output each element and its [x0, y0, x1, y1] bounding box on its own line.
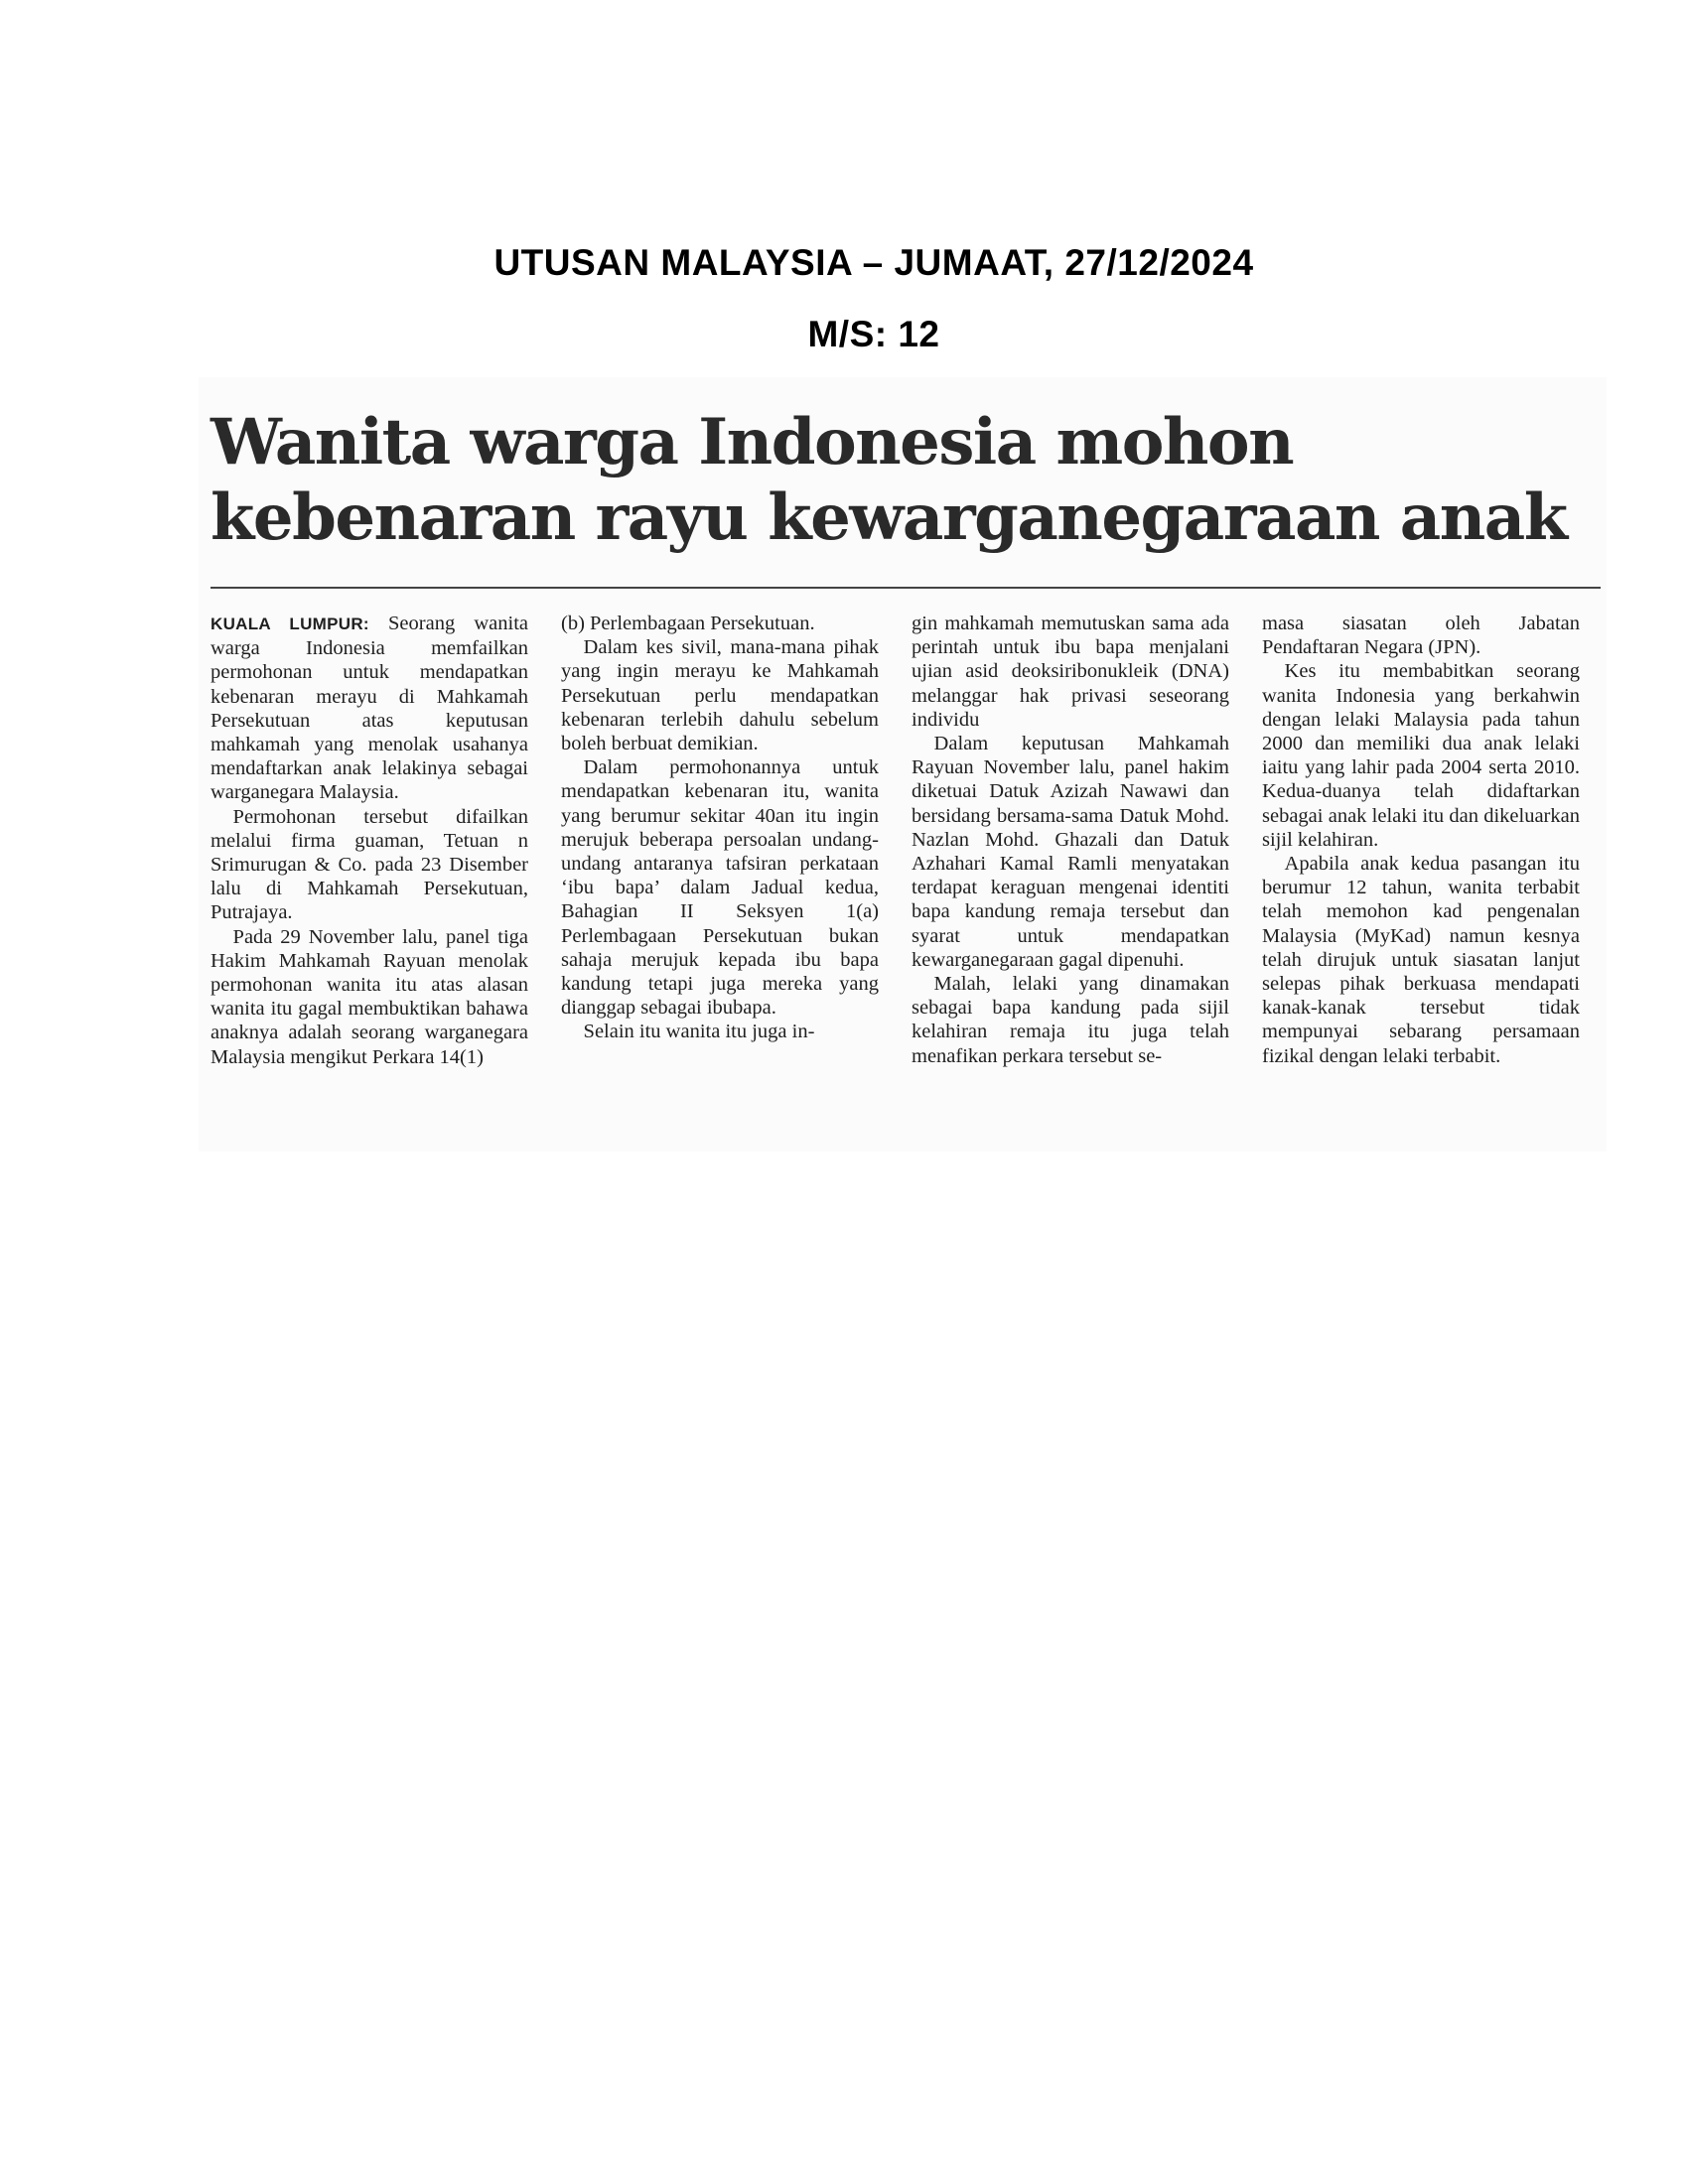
article-paragraph: Selain itu wanita itu juga in- — [583, 1021, 815, 1043]
headline-line-2: kebenaran rayu kewarganegaraan anak — [211, 480, 1567, 555]
article-paragraph: Permohonan tersebut difailkan melalui firma guaman, Tetuan n Srimurugan & Co. pada 23 Disember lalu di Mahkamah Persekutuan, Putrajaya. — [211, 805, 528, 924]
dateline: KUALA LUMPUR: — [211, 614, 369, 633]
article-column-1 — [211, 612, 528, 1069]
article-paragraph: Apabila anak kedua pasangan itu berumur 12 tahun, wanita terbabit telah memohon kad pengenalan Malaysia (MyKad) namun kesnya telah dirujuk untuk siasatan lanjut selepas pihak berkuasa mendapati kanak-kanak tersebut tidak mempunyai sebarang persamaan fizikal dengan lelaki terbabit. — [1262, 853, 1580, 1067]
article-paragraph: Malah, lelaki yang dinamakan sebagai bapa kandung pada sijil kelahiran remaja itu juga telah menafikan perkara tersebut se- — [912, 973, 1229, 1067]
article-column-3 — [912, 612, 1229, 1068]
publication-header: UTUSAN MALAYSIA – JUMAAT, 27/12/2024 — [493, 242, 1254, 283]
paragraph-text: Seorang wanita warga Indonesia memfailkan permohonan untuk mendapatkan kebenaran merayu di Mahkamah Persekutuan atas keputusan mahkamah yang menolak usahanya mendaftarkan anak lelakinya sebagai warganegara Malaysia. — [211, 613, 528, 804]
headline-line-1: Wanita warga Indonesia mohon — [211, 405, 1294, 479]
article-paragraph-continued: (b) Perlembagaan Persekutuan. — [561, 613, 815, 634]
article-paragraph: Pada 29 November lalu, panel tiga Hakim Mahkamah Rayuan menolak permohonan wanita itu atas alasan wanita itu gagal membuktikan bahawa anaknya adalah seorang warganegara Malaysia mengikut Perkara 14(1) — [211, 925, 528, 1068]
article-paragraph: Kes itu membabitkan seorang wanita Indonesia yang berkahwin dengan lelaki Malaysia pada tahun 2000 dan memiliki dua anak lelaki iaitu yang lahir pada 2004 serta 2010. Kedua-duanya telah didaftarkan sebagai anak lelaki itu dan dikeluarkan sijil kelahiran. — [1262, 660, 1580, 851]
article-column-2 — [561, 612, 879, 1044]
article-paragraph: Dalam keputusan Mahkamah Rayuan November lalu, panel hakim diketuai Datuk Azizah Nawawi dan bersidang bersama-sama Datuk Mohd. Nazlan Mohd. Ghazali dan Datuk Azhahari Kamal Ramli menyatakan terdapat keraguan mengenai identiti bapa kandung remaja tersebut dan syarat untuk mendapatkan kewarganegaraan gagal dipenuhi. — [912, 733, 1229, 971]
page-reference: M/S: 12 — [807, 314, 940, 354]
headline-divider — [211, 587, 1601, 589]
article-paragraph — [211, 612, 528, 805]
article-paragraph: Dalam permohonannya untuk mendapatkan kebenaran itu, wanita yang berumur sekitar 40an itu ingin merujuk beberapa persoalan undang-undang antaranya tafsiran perkataan ‘ibu bapa’ dalam Jadual kedua, Bahagian II Seksyen 1(a) Perlembagaan Persekutuan bukan sahaja merujuk kepada ibu bapa kandung tetapi juga mereka yang dianggap sebagai ibubapa. — [561, 756, 879, 1020]
article-paragraph: Dalam kes sivil, mana-mana pihak yang ingin merayu ke Mahkamah Persekutuan perlu mendapatkan kebenaran terlebih dahulu sebelum boleh berbuat demikian. — [561, 636, 879, 755]
article-paragraph-continued: gin mahkamah memutuskan sama ada perintah untuk ibu bapa menjalani ujian asid deoksiribonukleik (DNA) melanggar hak privasi seseorang individu — [912, 613, 1229, 731]
article-headline — [211, 405, 1601, 556]
article-paragraph-continued: masa siasatan oleh Jabatan Pendaftaran Negara (JPN). — [1262, 613, 1580, 659]
article-column-4 — [1262, 612, 1580, 1068]
